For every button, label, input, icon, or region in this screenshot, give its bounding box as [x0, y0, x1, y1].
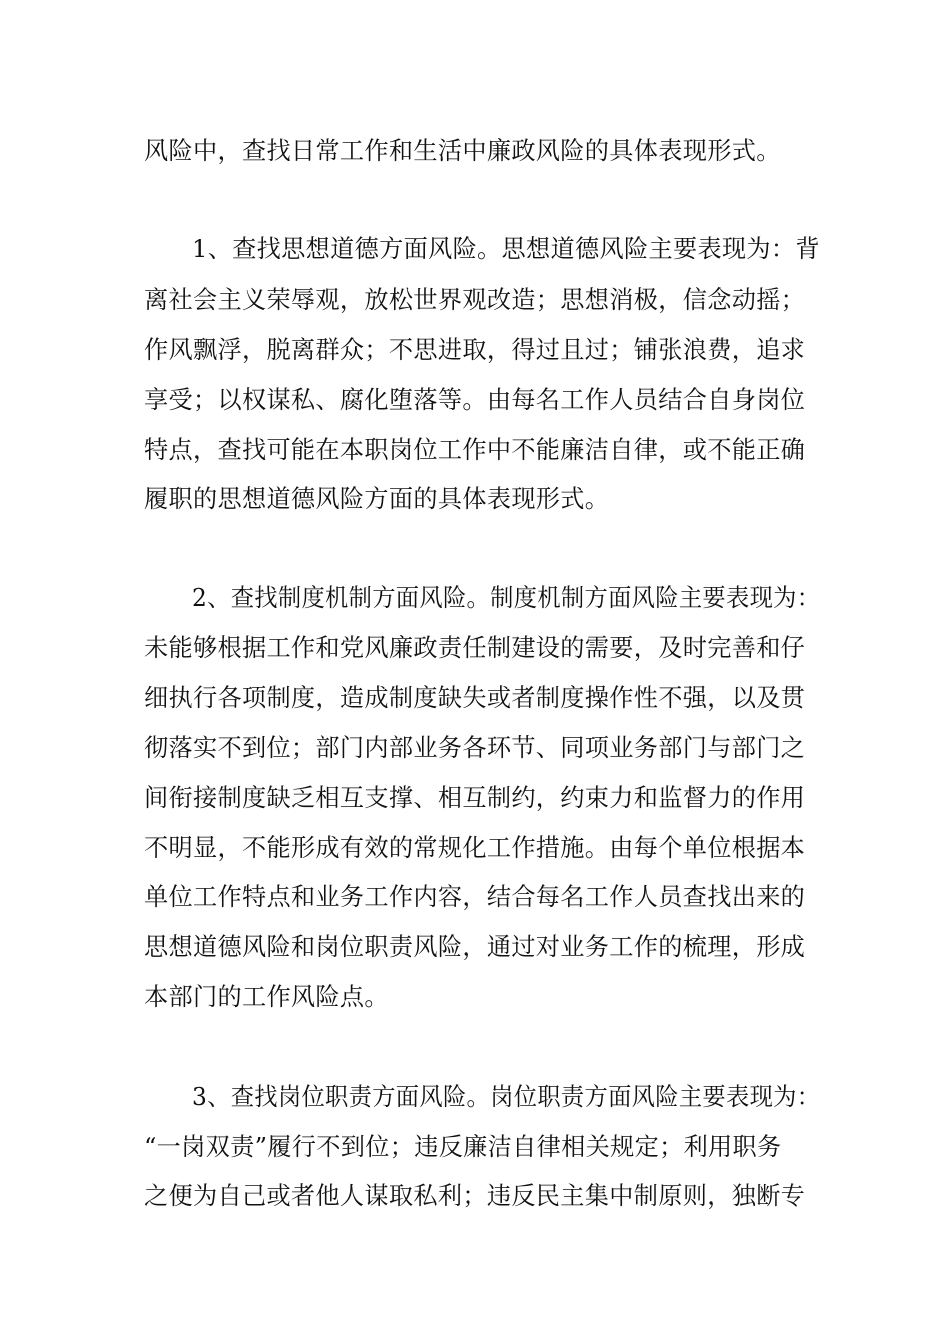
paragraph-2-line-1: 2、查找制度机制方面风险。制度机制方面风险主要表现为：	[192, 584, 821, 612]
paragraph-2-line-7: 单位工作特点和业务工作内容，结合每名工作人员查找出来的	[144, 883, 806, 911]
paragraph-3-line-3: 之便为自己或者他人谋取私利；违反民主集中制原则，独断专	[144, 1182, 806, 1210]
paragraph-1-line-2: 离社会主义荣辱观，放松世界观改造；思想消极，信念动摇；	[144, 286, 806, 314]
paragraph-0-line-1: 风险中，查找日常工作和生活中廉政风险的具体表现形式。	[144, 137, 781, 165]
paragraph-2-line-6: 不明显，不能形成有效的常规化工作措施。由每个单位根据本	[144, 834, 806, 862]
paragraph-2-line-4: 彻落实不到位；部门内部业务各环节、同项业务部门与部门之	[144, 734, 806, 762]
paragraph-2-line-9: 本部门的工作风险点。	[144, 983, 389, 1011]
paragraph-1-line-3: 作风飘浮，脱离群众；不思进取，得过且过；铺张浪费，追求	[144, 336, 806, 364]
paragraph-3-line-1: 3、查找岗位职责方面风险。岗位职责方面风险主要表现为：	[192, 1083, 821, 1111]
paragraph-1-line-4: 享受；以权谋私、腐化堕落等。由每名工作人员结合自身岗位	[144, 386, 806, 414]
paragraph-2-line-8: 思想道德风险和岗位职责风险，通过对业务工作的梳理，形成	[144, 933, 806, 961]
paragraph-1-line-5: 特点，查找可能在本职岗位工作中不能廉洁自律，或不能正确	[144, 436, 806, 464]
paragraph-3-line-2: “一岗双责”履行不到位；违反廉洁自律相关规定；利用职务	[144, 1133, 782, 1161]
paragraph-1-line-1: 1、查找思想道德方面风险。思想道德风险主要表现为：背	[192, 235, 820, 263]
paragraph-2-line-3: 细执行各项制度，造成制度缺失或者制度操作性不强，以及贯	[144, 684, 806, 712]
paragraph-2-line-2: 未能够根据工作和党风廉政责任制建设的需要，及时完善和仔	[144, 634, 806, 662]
paragraph-1-line-6: 履职的思想道德风险方面的具体表现形式。	[144, 485, 610, 513]
paragraph-2-line-5: 间衔接制度缺乏相互支撑、相互制约，约束力和监督力的作用	[144, 784, 806, 812]
